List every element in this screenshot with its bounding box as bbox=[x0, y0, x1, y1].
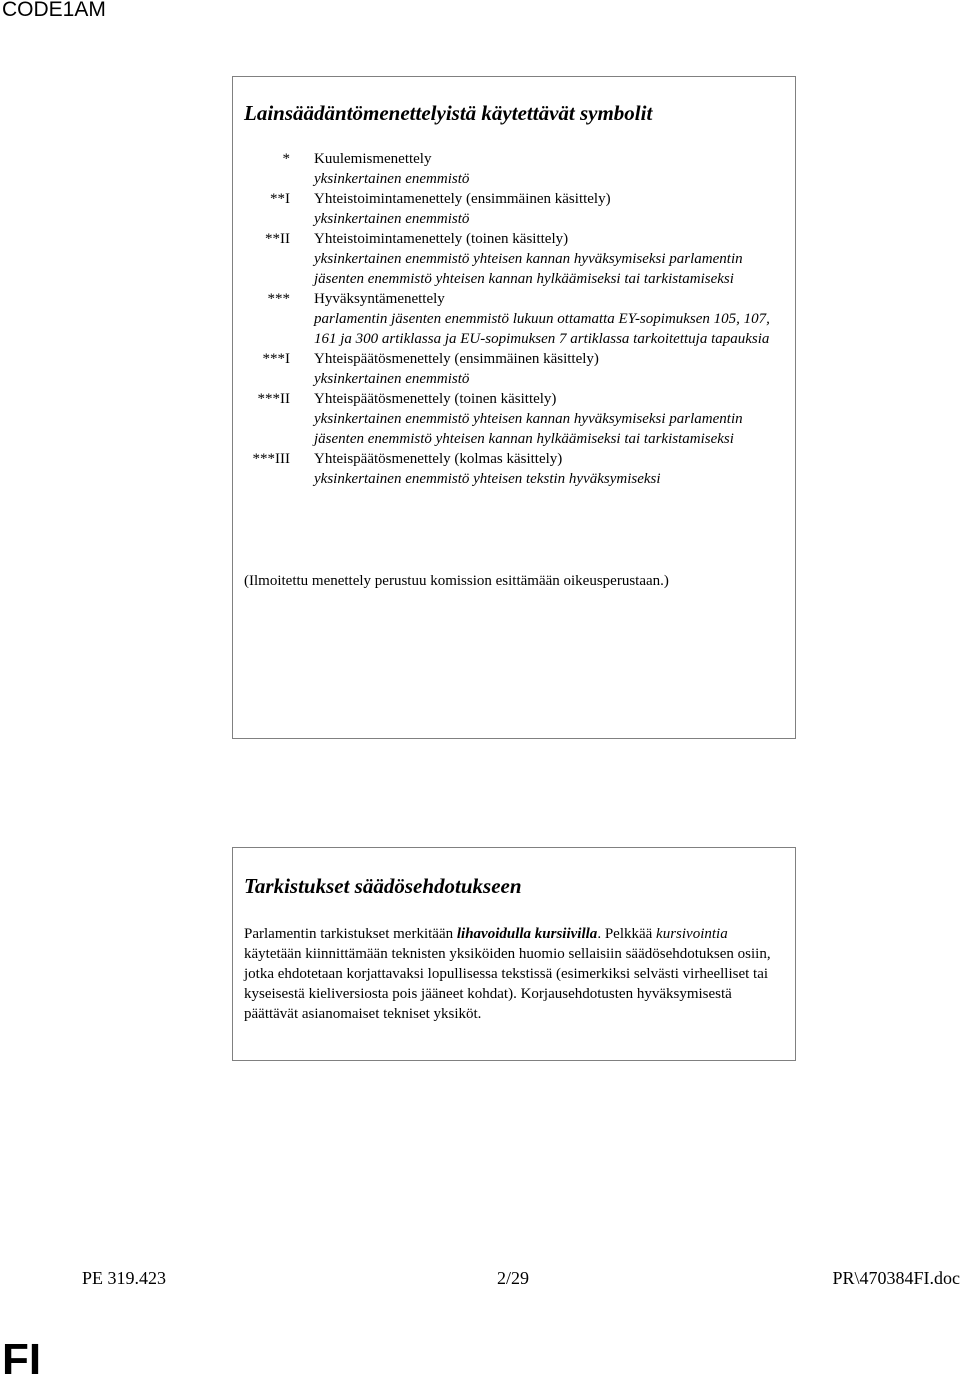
majority-description: yksinkertainen enemmistö bbox=[314, 211, 470, 227]
majority-description: yksinkertainen enemmistö yhteisen tekstin hyväksymiseksi bbox=[314, 471, 661, 487]
document-code: CODE1AM bbox=[2, 0, 106, 21]
procedure-name: Yhteispäätösmenettely (kolmas käsittely) bbox=[314, 451, 563, 467]
symbol-code: *** bbox=[267, 291, 290, 307]
symbol-text bbox=[314, 189, 795, 229]
symbols-title: Lainsäädäntömenettelyistä käytettävät symbolit bbox=[244, 101, 653, 125]
procedure-name: Yhteispäätösmenettely (toinen käsittely) bbox=[314, 391, 557, 407]
amendments-box bbox=[232, 847, 796, 1061]
amend-italic: kursivointia bbox=[656, 926, 728, 942]
procedure-name: Yhteispäätösmenettely (ensimmäinen käsittely) bbox=[314, 351, 599, 367]
footer-reference: PE 319.423 bbox=[82, 1268, 167, 1288]
symbol-row bbox=[233, 149, 795, 189]
amend-text-2: . Pelkkää bbox=[597, 926, 657, 942]
symbol-text bbox=[314, 149, 795, 189]
procedure-notice: (Ilmoitettu menettely perustuu komission esittämään oikeusperustaan.) bbox=[244, 573, 669, 589]
procedure-name: Kuulemismenettely bbox=[314, 151, 432, 167]
majority-description: parlamentin jäsenten enemmistö lukuun ottamatta EY-sopimuksen 105, 107, 161 ja 300 artiklassa ja EU-sopimuksen 7 artiklassa tarkoitettuja tapauksia bbox=[314, 311, 770, 347]
symbol-code: ***I bbox=[262, 351, 290, 367]
procedure-name: Yhteistoimintamenettely (ensimmäinen käsittely) bbox=[314, 191, 611, 207]
symbol-text bbox=[314, 289, 795, 349]
language-code: FI bbox=[2, 1335, 42, 1384]
symbol-row bbox=[233, 349, 795, 389]
symbol-code: ***II bbox=[257, 391, 290, 407]
majority-description: yksinkertainen enemmistö yhteisen kannan hyväksymiseksi parlamentin jäsenten enemmistö yhteisen kannan hylkäämiseksi tai tarkistamiseksi bbox=[314, 411, 743, 447]
symbol-code: * bbox=[282, 151, 290, 167]
symbol-code: **II bbox=[265, 231, 290, 247]
procedure-name: Hyväksyntämenettely bbox=[314, 291, 445, 307]
symbol-row bbox=[233, 289, 795, 349]
amend-bold-italic: lihavoidulla kursiivilla bbox=[456, 926, 598, 942]
symbol-text bbox=[314, 449, 795, 489]
footer-filename: PR\470384FI.doc bbox=[832, 1268, 960, 1288]
symbol-code: **I bbox=[270, 191, 290, 207]
majority-description: yksinkertainen enemmistö yhteisen kannan hyväksymiseksi parlamentin jäsenten enemmistö yhteisen kannan hylkäämiseksi tai tarkistamiseksi bbox=[314, 251, 743, 287]
majority-description: yksinkertainen enemmistö bbox=[314, 371, 470, 387]
symbol-text bbox=[314, 349, 795, 389]
symbol-row bbox=[233, 229, 795, 289]
amendments-title: Tarkistukset säädösehdotukseen bbox=[244, 874, 522, 898]
majority-description: yksinkertainen enemmistö bbox=[314, 171, 470, 187]
procedure-symbols-box bbox=[232, 76, 796, 739]
symbol-text bbox=[314, 389, 795, 449]
symbol-row bbox=[233, 449, 795, 489]
symbol-code: ***III bbox=[252, 451, 290, 467]
symbol-row bbox=[233, 389, 795, 449]
amendments-text bbox=[244, 924, 779, 1024]
symbol-list bbox=[233, 149, 795, 489]
footer-page-number: 2/29 bbox=[497, 1268, 530, 1288]
procedure-name: Yhteistoimintamenettely (toinen käsittely) bbox=[314, 231, 569, 247]
amend-text-1: Parlamentin tarkistukset merkitään bbox=[244, 926, 457, 942]
amend-text-3: käytetään kiinnittämään teknisten yksiköiden huomio sellaisiin säädösehdotuksen osiin, jotka ehdotetaan korjattavaksi lopullisessa tekstissä (esimerkiksi selvästi virheelliset tai kyseisestä kieliversiosta pois jääneet kohdat). Korjausehdotusten hyväksymisestä päättävät asianomaiset tekniset yksiköt. bbox=[244, 946, 771, 1022]
symbol-row bbox=[233, 189, 795, 229]
symbol-text bbox=[314, 229, 795, 289]
